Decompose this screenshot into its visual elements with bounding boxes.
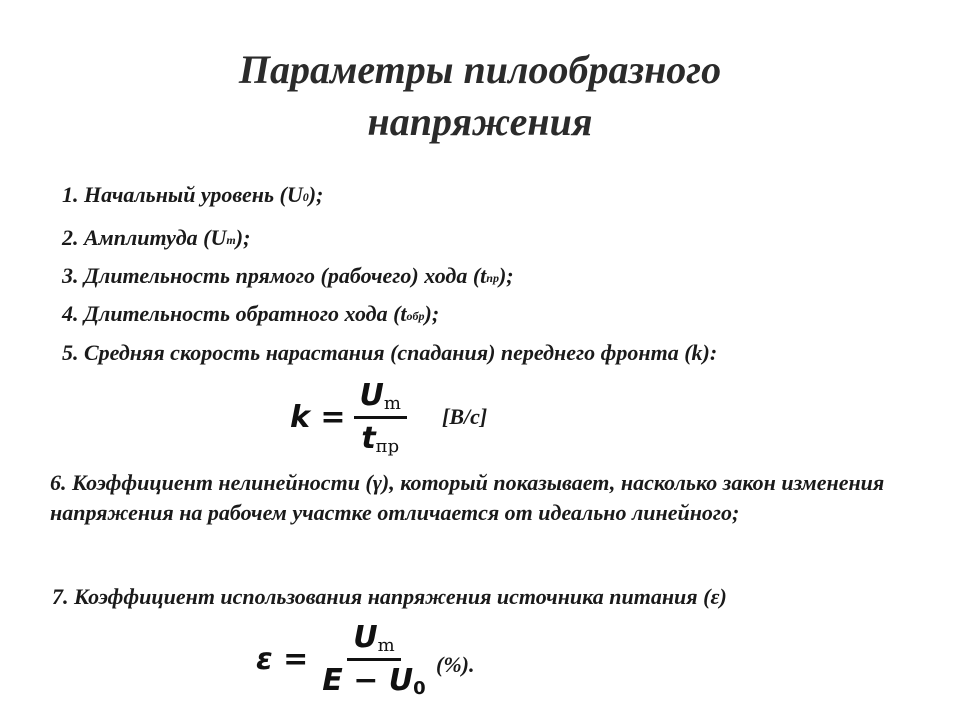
formula-eps-fraction xyxy=(316,620,431,699)
list-item-amplitude: 2. Амплитуда $(U_m)$; xyxy=(62,225,251,250)
list-item-initial-level: 1. Начальный уровень $(U_0)$; xyxy=(62,182,324,207)
list-item-reverse-duration: 4. Длительность обратного хода $(t_{обр})$; xyxy=(62,301,440,326)
formula-k-denominator: $t_{пр}$ xyxy=(361,421,400,457)
formula-eps-unit: (%). xyxy=(436,652,475,677)
formula-k xyxy=(290,378,407,457)
title-line-2: напряжения xyxy=(367,99,593,144)
paragraph-utilization: 7. Коэффициент использования напряжения источника питания (ε) xyxy=(52,584,727,609)
formula-k-lhs: k = xyxy=(290,400,346,435)
list-item-forward-duration: 3. Длительность прямого (рабочего) хода $(t_{пр})$; xyxy=(62,263,514,288)
formula-eps-lhs: ε = xyxy=(256,642,309,677)
slide-title xyxy=(0,44,960,148)
formula-eps-denominator: $E - U_0$ xyxy=(322,663,426,699)
formula-eps-numerator: $U_m$ xyxy=(347,620,400,661)
formula-eps xyxy=(256,620,432,699)
paragraph-nonlinearity: 6. Коэффициент нелинейности (γ), который показывает, насколько закон изменения напряжения на рабочем участке отличается от идеально линейного; xyxy=(50,470,885,525)
formula-k-fraction xyxy=(354,378,407,457)
formula-k-numerator: $U_m$ xyxy=(354,378,407,419)
title-line-1: Параметры пилообразного xyxy=(238,47,722,92)
list-item-average-rate: 5. Средняя скорость нарастания (спадания) переднего фронта (k): xyxy=(62,340,718,365)
formula-k-unit: [В/с] xyxy=(442,404,488,429)
